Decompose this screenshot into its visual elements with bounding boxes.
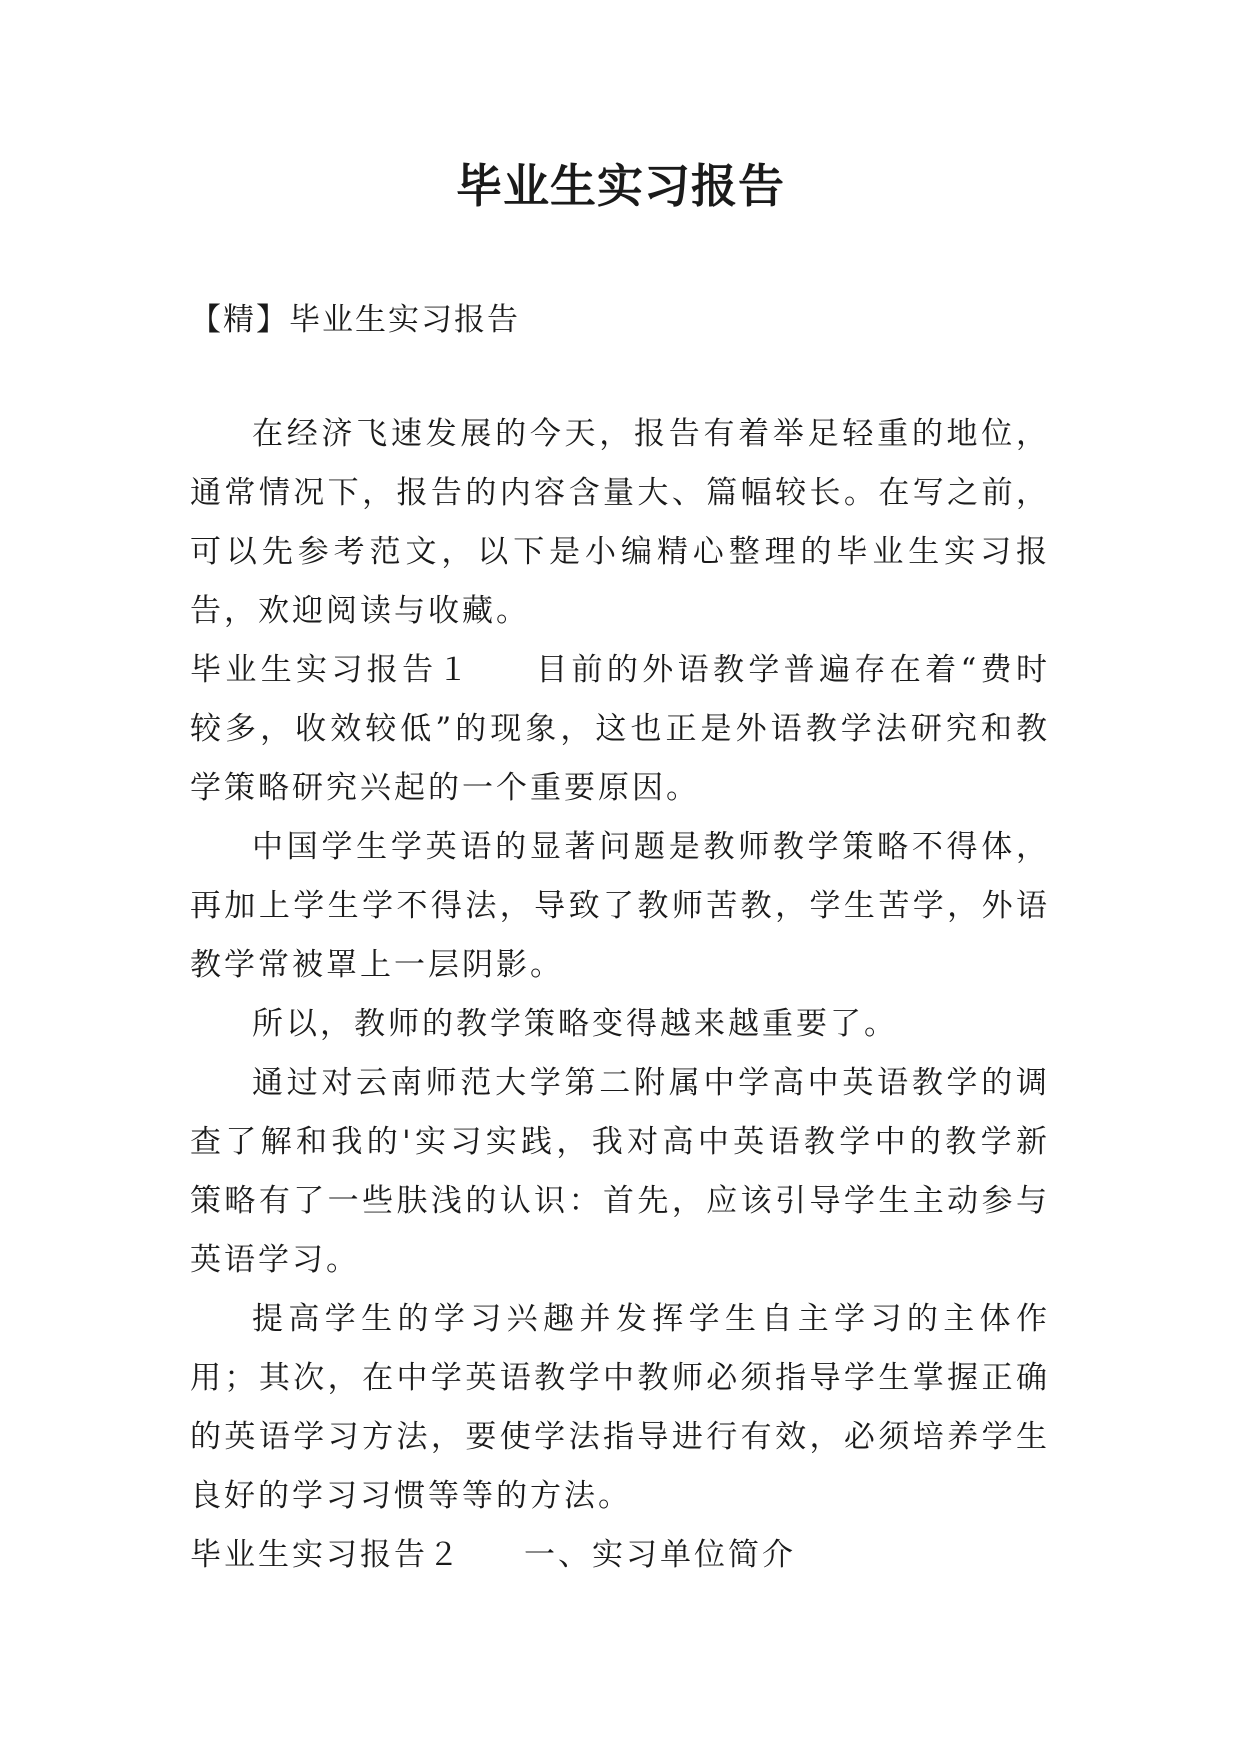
paragraph-4: 通过对云南师范大学第二附属中学高中英语教学的调查了解和我的'实习实践，我对高中英语教学中的教学新策略有了一些肤浅的认识：首先，应该引导学生主动参与英语学习。: [190, 1065, 1050, 1278]
section-1-first-paragraph: 目前的外语教学普遍存在着“费时较多，收效较低”的现象，这也正是外语教学法研究和教学策略研究兴起的一个重要原因。: [190, 652, 1050, 806]
document-subtitle: 【精】毕业生实习报告: [190, 302, 520, 338]
document-body: [190, 405, 1050, 1585]
paragraph-3: 所以，教师的教学策略变得越来越重要了。: [252, 1006, 898, 1042]
section-2-heading: 毕业生实习报告２: [190, 1537, 462, 1573]
paragraph-2: 中国学生学英语的显著问题是教师教学策略不得体，再加上学生学不得法，导致了教师苦教，学生苦学，外语教学常被罩上一层阴影。: [190, 829, 1050, 983]
document-title: 毕业生实习报告: [456, 159, 785, 213]
section-1-heading: 毕业生实习报告１: [190, 652, 473, 688]
section-2: [190, 1526, 1050, 1585]
paragraph-intro: 在经济飞速发展的今天，报告有着举足轻重的地位，通常情况下，报告的内容含量大、篇幅较长。在写之前，可以先参考范文，以下是小编精心整理的毕业生实习报告，欢迎阅读与收藏。: [190, 416, 1050, 629]
section-2-first-paragraph: 一、实习单位简介: [524, 1537, 796, 1573]
section-1: [190, 641, 1050, 818]
paragraph-5: 提高学生的学习兴趣并发挥学生自主学习的主体作用；其次，在中学英语教学中教师必须指导学生掌握正确的英语学习方法，要使学法指导进行有效，必须培养学生良好的学习习惯等等的方法。: [190, 1301, 1050, 1514]
